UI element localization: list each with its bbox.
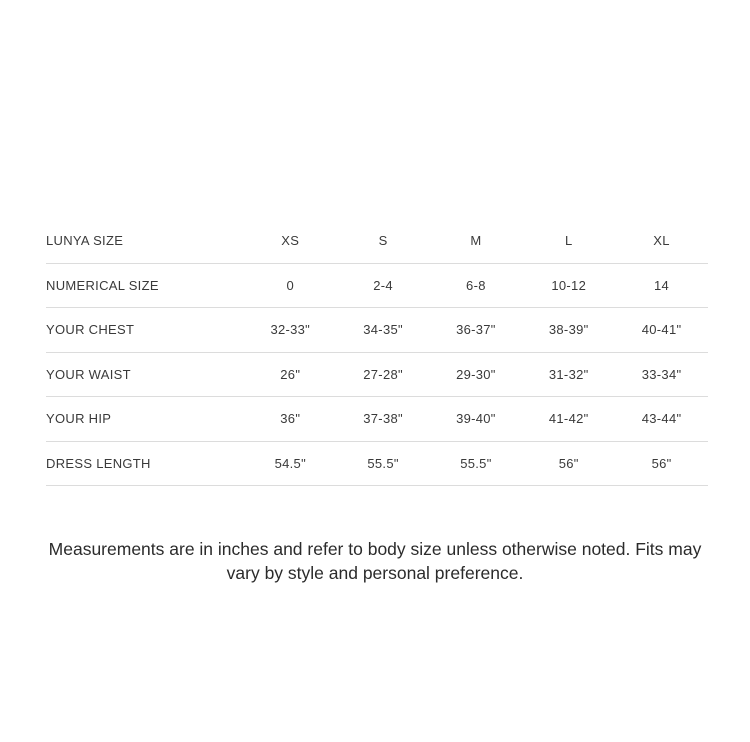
table-row bbox=[46, 441, 708, 486]
table-cell: 36" bbox=[244, 397, 337, 442]
table-cell: 31-32" bbox=[522, 352, 615, 397]
table-row bbox=[46, 397, 708, 442]
size-header-s: S bbox=[337, 219, 430, 263]
table-cell: 32-33" bbox=[244, 308, 337, 353]
table-header-row bbox=[46, 219, 708, 263]
table-cell: 26" bbox=[244, 352, 337, 397]
table-row bbox=[46, 352, 708, 397]
table-cell: 14 bbox=[615, 263, 708, 308]
table-cell: 54.5" bbox=[244, 441, 337, 486]
measurement-note bbox=[0, 537, 750, 585]
table-cell: 33-34" bbox=[615, 352, 708, 397]
size-chart-table bbox=[46, 219, 708, 486]
table-cell: 0 bbox=[244, 263, 337, 308]
table-row bbox=[46, 263, 708, 308]
table-cell: 37-38" bbox=[337, 397, 430, 442]
measurement-note-text: Measurements are in inches and refer to body size unless otherwise noted. Fits may vary by style and personal preference. bbox=[48, 539, 702, 583]
table-cell: 29-30" bbox=[430, 352, 523, 397]
row-label: YOUR CHEST bbox=[46, 308, 244, 353]
row-label: YOUR WAIST bbox=[46, 352, 244, 397]
table-cell: 40-41" bbox=[615, 308, 708, 353]
table-cell: 38-39" bbox=[522, 308, 615, 353]
table-cell: 43-44" bbox=[615, 397, 708, 442]
table-cell: 41-42" bbox=[522, 397, 615, 442]
table-cell: 2-4 bbox=[337, 263, 430, 308]
table-cell: 55.5" bbox=[430, 441, 523, 486]
table-row bbox=[46, 308, 708, 353]
size-header-xl: XL bbox=[615, 219, 708, 263]
table-cell: 39-40" bbox=[430, 397, 523, 442]
row-label: LUNYA SIZE bbox=[46, 219, 244, 263]
table-cell: 55.5" bbox=[337, 441, 430, 486]
size-header-l: L bbox=[522, 219, 615, 263]
table-cell: 27-28" bbox=[337, 352, 430, 397]
size-header-xs: XS bbox=[244, 219, 337, 263]
row-label: DRESS LENGTH bbox=[46, 441, 244, 486]
row-label: YOUR HIP bbox=[46, 397, 244, 442]
table-cell: 6-8 bbox=[430, 263, 523, 308]
table-cell: 56" bbox=[615, 441, 708, 486]
row-label: NUMERICAL SIZE bbox=[46, 263, 244, 308]
size-header-m: M bbox=[430, 219, 523, 263]
table-cell: 34-35" bbox=[337, 308, 430, 353]
table-cell: 10-12 bbox=[522, 263, 615, 308]
table-cell: 56" bbox=[522, 441, 615, 486]
table-cell: 36-37" bbox=[430, 308, 523, 353]
